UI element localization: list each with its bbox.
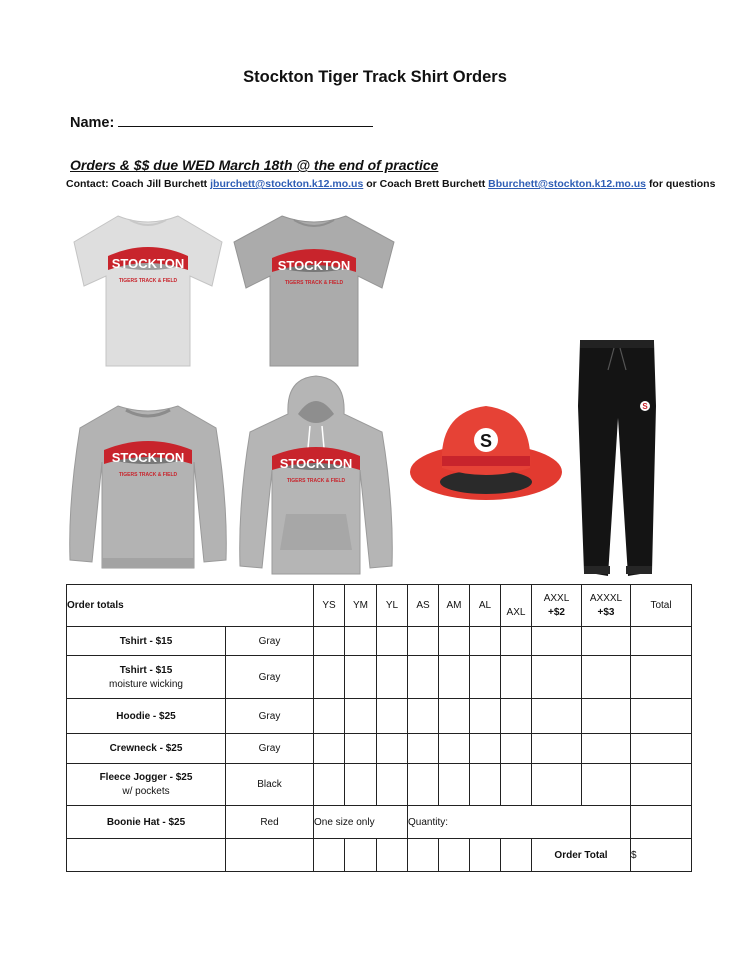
page-title: Stockton Tiger Track Shirt Orders — [243, 68, 507, 86]
size-axxl-surcharge: +$2 — [548, 607, 565, 618]
blank-cell — [226, 839, 314, 872]
size-header-al: AL — [470, 585, 501, 627]
table-row — [67, 734, 692, 764]
qty-cell[interactable] — [470, 656, 501, 699]
qty-cell[interactable] — [345, 656, 377, 699]
qty-cell[interactable] — [582, 656, 631, 699]
item-boonie-hat: Boonie Hat - $25 — [67, 806, 226, 839]
email-link-jill[interactable]: jburchett@stockton.k12.mo.us — [210, 178, 364, 190]
one-size-note: One size only — [314, 806, 408, 839]
row-total-cell[interactable] — [631, 806, 692, 839]
tshirt-gray-logo-text: STOCKTON — [277, 258, 351, 273]
due-date-notice: Orders & $$ due WED March 18th @ the end of practice — [70, 157, 439, 173]
size-header-ym: YM — [345, 585, 377, 627]
hat-row — [67, 806, 692, 839]
size-header-axxl — [532, 585, 582, 627]
order-table — [66, 584, 692, 872]
row-total-cell[interactable] — [631, 699, 692, 734]
tshirt-wicking-logo-sub: TIGERS TRACK & FIELD — [118, 278, 178, 284]
item-crewneck: Crewneck - $25 — [67, 734, 226, 764]
qty-cell[interactable] — [582, 627, 631, 656]
blank-cell — [501, 839, 532, 872]
row-total-cell[interactable] — [631, 734, 692, 764]
hoodie-logo-sub: TIGERS TRACK & FIELD — [286, 478, 346, 484]
qty-cell[interactable] — [582, 764, 631, 806]
qty-cell[interactable] — [314, 699, 345, 734]
qty-cell[interactable] — [501, 764, 532, 806]
qty-cell[interactable] — [582, 699, 631, 734]
qty-cell[interactable] — [470, 699, 501, 734]
order-totals-header: Order totals — [67, 585, 314, 627]
size-header-axl: AXL — [501, 585, 532, 627]
boonie-hat-logo: S — [479, 431, 493, 451]
qty-cell[interactable] — [345, 627, 377, 656]
size-header-yl: YL — [377, 585, 408, 627]
qty-cell[interactable] — [408, 627, 439, 656]
qty-cell[interactable] — [470, 627, 501, 656]
blank-cell — [314, 839, 345, 872]
row-total-cell[interactable] — [631, 764, 692, 806]
item-hoodie: Hoodie - $25 — [67, 699, 226, 734]
blank-cell — [377, 839, 408, 872]
qty-cell[interactable] — [345, 764, 377, 806]
item-fleece-jogger-sub: w/ pockets — [122, 786, 170, 797]
item-color: Black — [226, 764, 314, 806]
name-blank-line[interactable] — [118, 114, 373, 127]
table-row — [67, 656, 692, 699]
qty-cell[interactable] — [501, 699, 532, 734]
qty-cell[interactable] — [314, 734, 345, 764]
order-total-label: Order Total — [532, 839, 631, 872]
item-tshirt-wicking-label: Tshirt - $15 — [119, 664, 173, 676]
name-field[interactable] — [70, 114, 373, 131]
hoodie-logo-text: STOCKTON — [279, 456, 353, 471]
item-color: Gray — [226, 734, 314, 764]
size-header-am: AM — [439, 585, 470, 627]
hoodie-image — [236, 374, 396, 578]
size-axxxl-surcharge: +$3 — [597, 607, 615, 618]
fleece-jogger-image — [574, 336, 660, 582]
contact-middle: or Coach Brett Burchett — [366, 178, 486, 190]
qty-cell[interactable] — [501, 656, 532, 699]
qty-cell[interactable] — [345, 699, 377, 734]
qty-cell[interactable] — [377, 627, 408, 656]
blank-cell — [439, 839, 470, 872]
table-row — [67, 627, 692, 656]
item-color: Gray — [226, 627, 314, 656]
item-fleece-jogger-label: Fleece Jogger - $25 — [99, 772, 193, 783]
size-axxxl-label: AXXXL — [589, 593, 623, 604]
blank-cell — [470, 839, 501, 872]
item-tshirt-wicking — [67, 656, 226, 699]
qty-cell[interactable] — [439, 699, 470, 734]
qty-cell[interactable] — [532, 764, 582, 806]
crewneck-logo-text: STOCKTON — [111, 450, 185, 465]
qty-cell[interactable] — [408, 656, 439, 699]
size-axxl-label: AXXL — [543, 593, 570, 604]
qty-cell[interactable] — [377, 699, 408, 734]
qty-cell[interactable] — [439, 656, 470, 699]
contact-prefix: Contact: Coach Jill Burchett — [66, 178, 208, 190]
qty-cell[interactable] — [532, 699, 582, 734]
qty-cell[interactable] — [408, 764, 439, 806]
size-header-axxxl — [582, 585, 631, 627]
qty-cell[interactable] — [377, 656, 408, 699]
blank-cell — [408, 839, 439, 872]
qty-cell[interactable] — [408, 734, 439, 764]
tshirt-gray-logo-sub: TIGERS TRACK & FIELD — [284, 280, 344, 286]
crewneck-image — [66, 402, 230, 574]
qty-cell[interactable] — [470, 734, 501, 764]
hat-quantity-field[interactable]: Quantity: — [408, 806, 631, 839]
item-tshirt: Tshirt - $15 — [67, 627, 226, 656]
qty-cell[interactable] — [345, 734, 377, 764]
table-header-row — [67, 585, 692, 627]
qty-cell[interactable] — [582, 734, 631, 764]
qty-cell[interactable] — [377, 734, 408, 764]
tshirt-gray-image — [232, 212, 396, 370]
qty-cell[interactable] — [501, 734, 532, 764]
qty-cell[interactable] — [470, 764, 501, 806]
row-total-cell[interactable] — [631, 627, 692, 656]
item-color: Red — [226, 806, 314, 839]
size-header-as: AS — [408, 585, 439, 627]
table-row — [67, 699, 692, 734]
tshirt-wicking-logo-text: STOCKTON — [111, 256, 185, 271]
order-total-amount[interactable]: $ — [631, 839, 692, 872]
blank-cell — [67, 839, 226, 872]
item-color: Gray — [226, 699, 314, 734]
boonie-hat-image — [408, 402, 564, 506]
contact-line — [66, 178, 715, 190]
blank-cell — [345, 839, 377, 872]
qty-cell[interactable] — [314, 764, 345, 806]
table-row — [67, 764, 692, 806]
crewneck-logo-sub: TIGERS TRACK & FIELD — [118, 472, 178, 478]
qty-cell[interactable] — [377, 764, 408, 806]
qty-cell[interactable] — [314, 627, 345, 656]
fleece-jogger-logo: S — [642, 402, 648, 411]
qty-cell[interactable] — [501, 627, 532, 656]
qty-cell[interactable] — [439, 764, 470, 806]
tshirt-wicking-image — [72, 212, 224, 370]
email-link-brett[interactable]: Bburchett@stockton.k12.mo.us — [488, 178, 647, 190]
qty-cell[interactable] — [408, 699, 439, 734]
total-header: Total — [631, 585, 692, 627]
name-label: Name: — [70, 115, 115, 131]
qty-cell[interactable] — [532, 656, 582, 699]
size-header-ys: YS — [314, 585, 345, 627]
item-tshirt-wicking-sub: moisture wicking — [109, 678, 183, 690]
qty-cell[interactable] — [532, 734, 582, 764]
qty-cell[interactable] — [314, 656, 345, 699]
item-fleece-jogger — [67, 764, 226, 806]
contact-suffix: for questions — [648, 178, 716, 190]
qty-cell[interactable] — [439, 627, 470, 656]
order-total-row — [67, 839, 692, 872]
qty-cell[interactable] — [532, 627, 582, 656]
row-total-cell[interactable] — [631, 656, 692, 699]
qty-cell[interactable] — [439, 734, 470, 764]
item-color: Gray — [226, 656, 314, 699]
